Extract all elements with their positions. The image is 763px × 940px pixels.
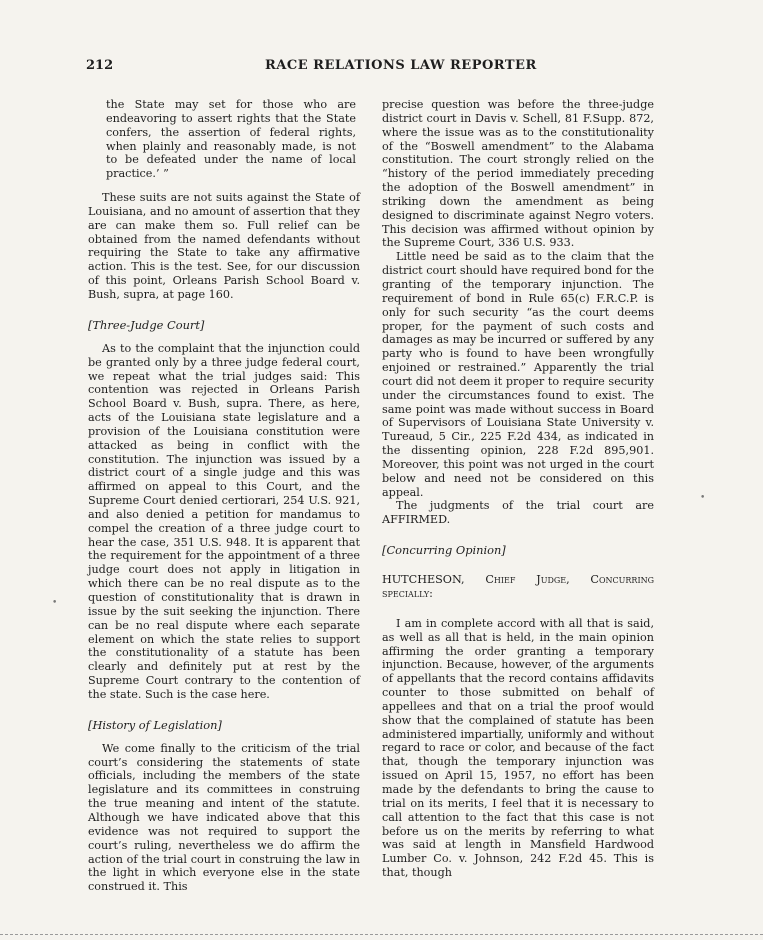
paragraph: Little need be said as to the claim that the district court should have required bond for the granting of the temporary injunction. The requirement of bond in Rule 65(c) F.R.C.P. is only for such security “as the court deems proper, for the payment of such costs and damages as may be incurred or suffered by any party who is found to have been wrongfully enjoined or restrained.” Apparently the trial court did not deem it proper to require security under the circumstances found to exist. The same point was made without success in Board of Supervisors of Louisiana State University v. Tureaud, 5 Cir., 225 F.2d 434, as indicated in the dissenting opinion, 228 F.2d 895,901. Moreover, this point was not urged in the court below and need not be considered on this appeal. [382,250,654,499]
right-column [382,98,654,880]
page-header [0,58,763,78]
section-heading-concurring-opinion: [Concurring Opinion] [382,543,506,558]
left-column [88,98,360,894]
paragraph: I am in complete accord with all that is said, as well as all that is held, in the main opinion affirming the order granting a temporary injunction. Because, however, of the arguments of appellants that the record contains affidavits counter to those submitted on behalf of appellees and that on a trial the proof would show that the complained of statute has been administered impartially, uniformly and without regard to race or color, and because of the fact that, though the temporary injunction was issued on April 15, 1957, no effort has been made by the defendants to bring the cause to trial on its merits, I feel that it is necessary to call attention to the fact that this case is not before us on the merits by referring to what was said at length in Mansfield Hardwood Lumber Co. v. Johnson, 242 F.2d 45. This is that, though [382,616,654,880]
paragraph: As to the complaint that the injunction could be granted only by a three judge federal court, we repeat what the trial judges said: This contention was rejected in Orleans Parish School Board v. Bush, supra. There, as here, acts of the Louisiana state legislature and a provision of the Louisiana constitution were attacked as being in conflict with the constitution. The injunction was issued by a district court of a single judge and this was affirmed on appeal to this Court, and the Supreme Court denied certiorari, 254 U.S. 921, and also denied a petition for mandamus to compel the creation of a three judge court to hear the case, 351 U.S. 948. It is apparent that the requirement for the appointment of a three judge court does not apply in litigation in which there can be no real dispute as to the question of constitutionality that is drawn in issue by the suit seeking the injunction. There can be no real dispute where each separate element on which the state relies to support the constitutionality of a statute has been clearly and definitely put at rest by the Supreme Court contrary to the contention of the state. Such is the case here. [88,341,360,701]
block-quote: the State may set for those who are endeavoring to assert rights that the State confers, the assertion of federal rights, when plainly and reasonably made, is not to be defeated under the name of local practice.’ ” [106,98,356,181]
section-heading-history-of-legislation: [History of Legislation] [88,717,222,732]
scan-bottom-rule [0,934,763,936]
paragraph: These suits are not suits against the State of Louisiana, and no amount of assertion that they are can make them so. Full relief can be obtained from the named defendants without requiring the State to take any affirmative action. This is the test. See, for our discussion of this point, Orleans Parish School Board v. Bush, supra, at page 160. [88,191,360,301]
section-heading-three-judge-court: [Three-Judge Court] [88,317,205,332]
opinion-speaker-line: HUTCHESON, Chief Judge, Concurring specially: [382,573,654,600]
paragraph: The judgments of the trial court are AFFIRMED. [382,499,654,527]
scan-speck: • [52,598,58,608]
scan-speck: • [700,493,706,503]
paragraph: We come finally to the criticism of the trial court’s considering the statements of state officials, including the members of the state legislature and its committees in construing the true meaning and intent of the statute. Although we have indicated above that this evidence was not required to support the court’s ruling, nevertheless we do affirm the action of the trial court in construing the law in the light in which everyone else in the state construed it. This [88,741,360,894]
running-title: RACE RELATIONS LAW REPORTER [265,58,537,73]
paragraph: precise question was before the three-judge district court in Davis v. Schell, 81 F.Supp. 872, where the issue was as to the constitutionality of the “Boswell amendment” to the Alabama constitution. The court strongly relied on the “history of the period immediately preceding the adoption of the Boswell amendment” in striking down the amendment as being designed to discriminate against Negro voters. This decision was affirmed without opinion by the Supreme Court, 336 U.S. 933. [382,98,654,250]
page-number: 212 [86,58,114,73]
